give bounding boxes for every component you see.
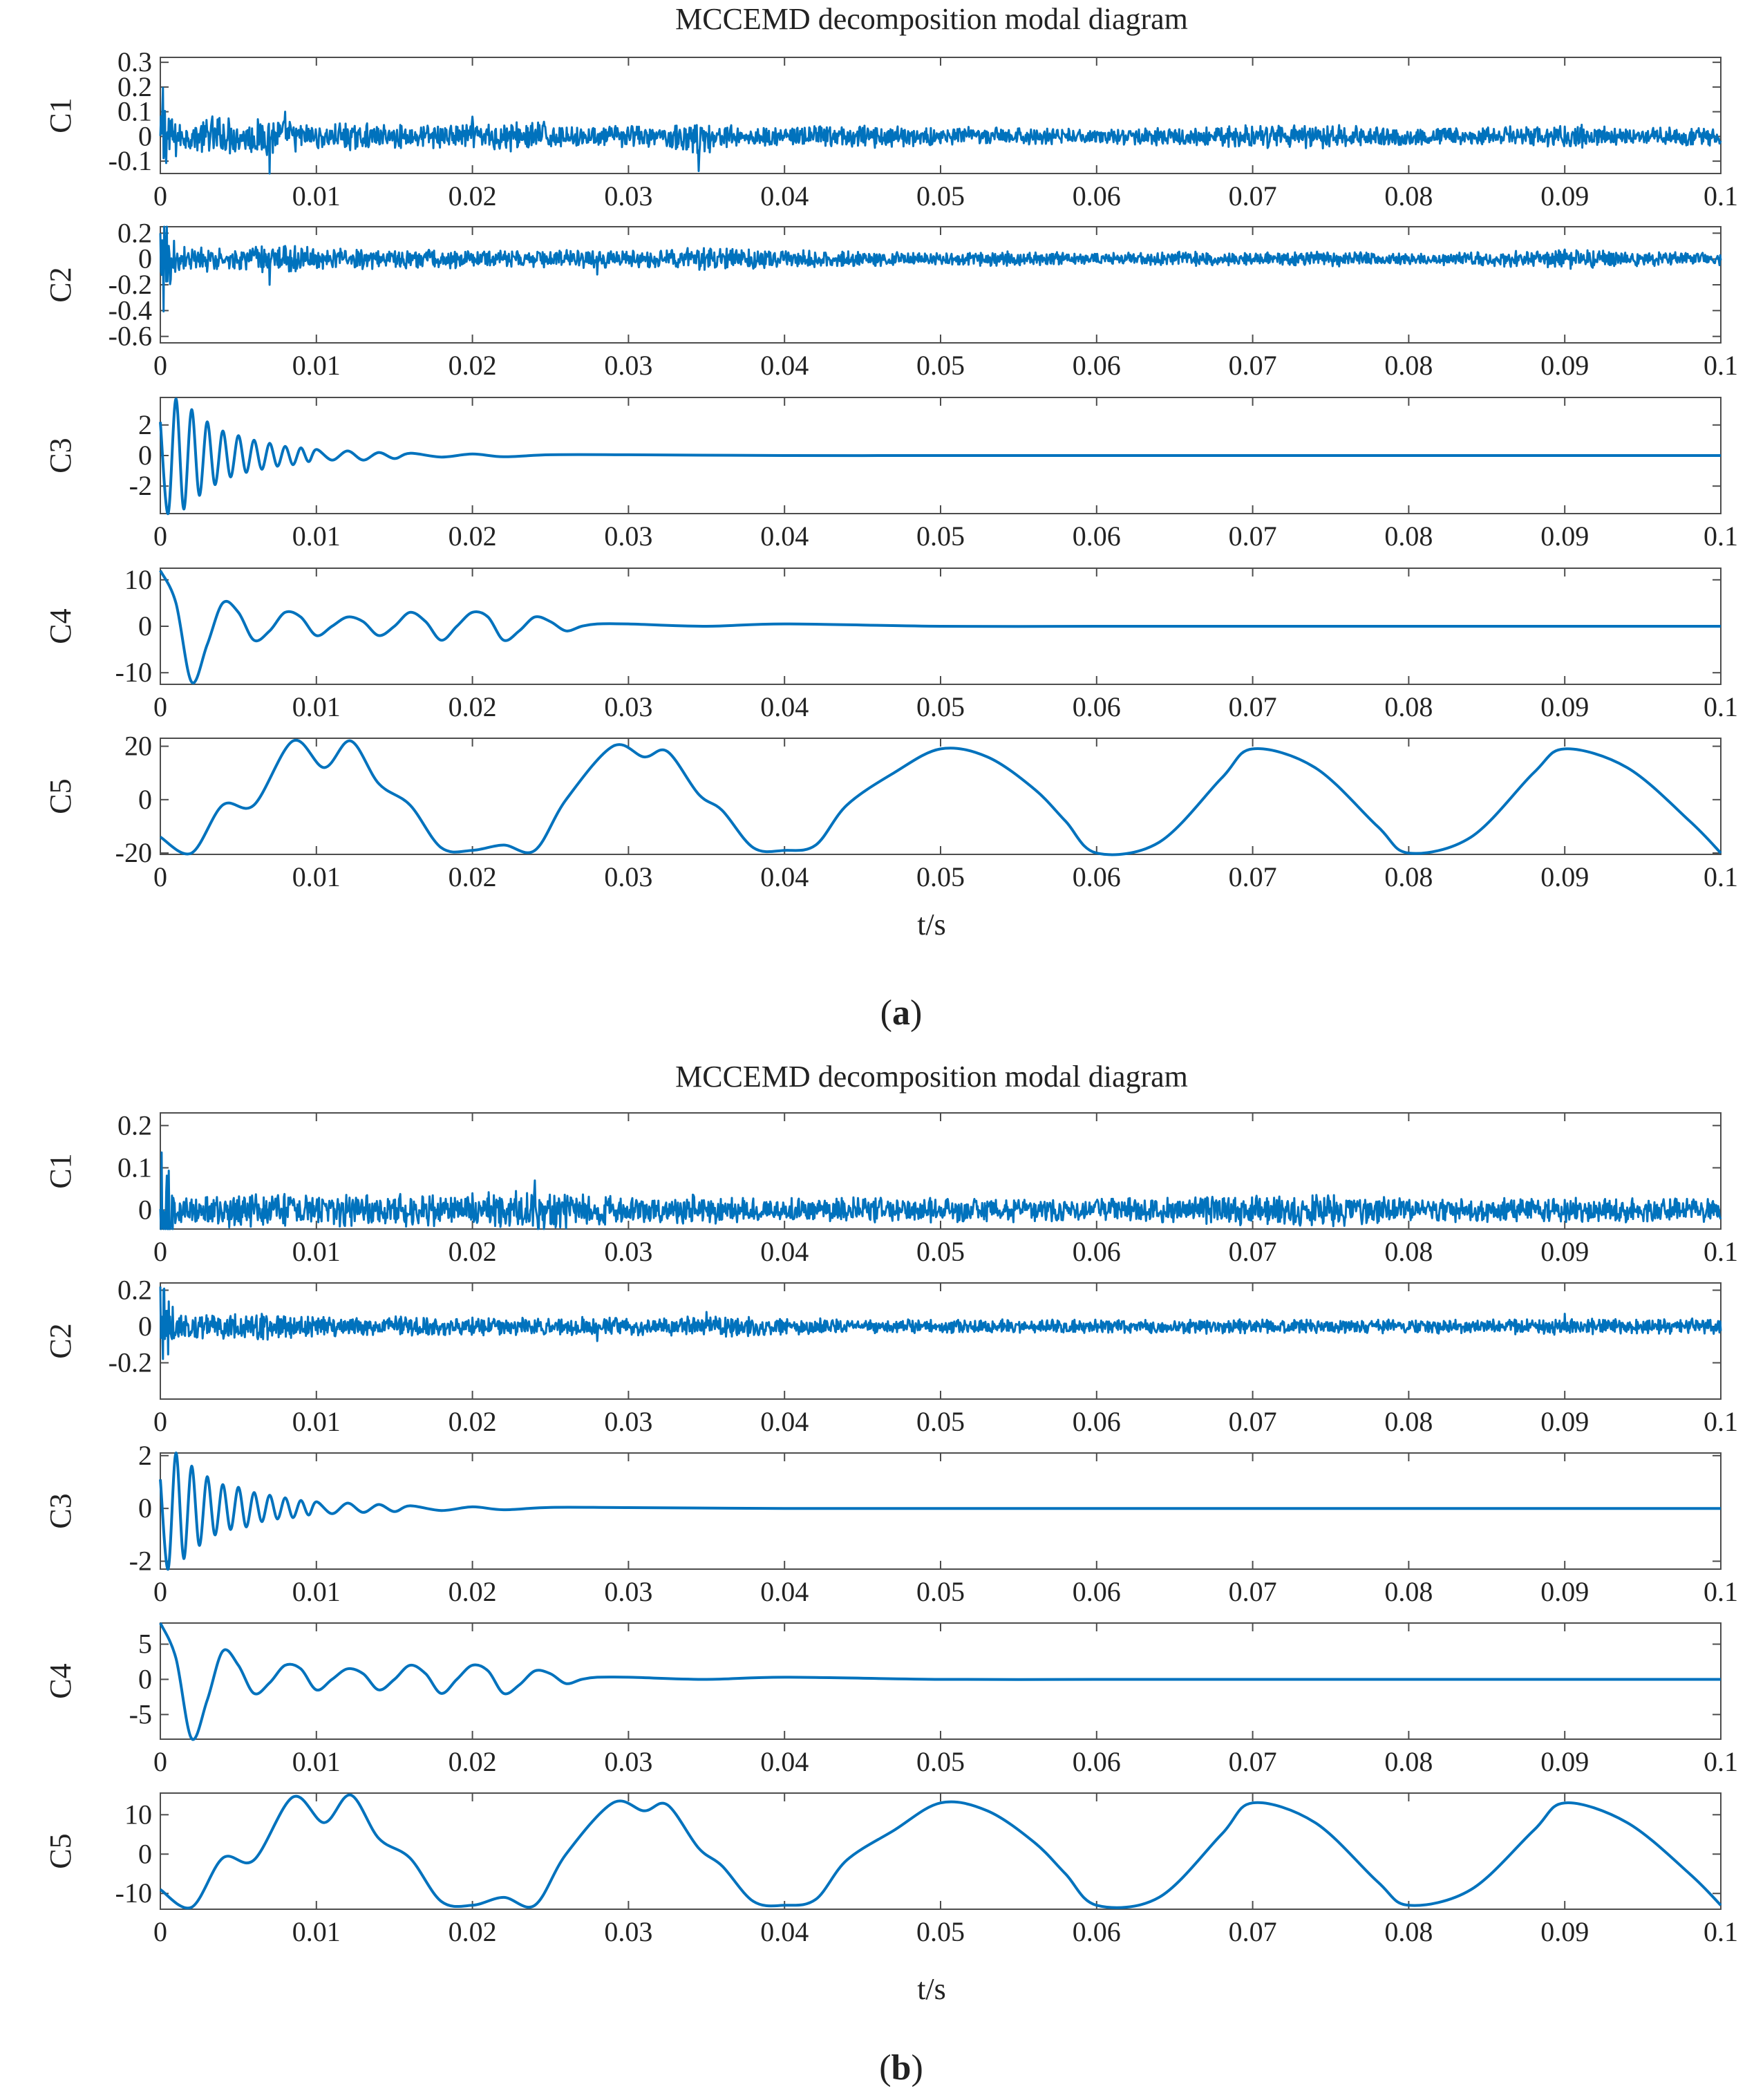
y-tick-label: -10 xyxy=(115,657,152,688)
x-tick-label: 0.08 xyxy=(1384,691,1433,722)
y-tick-label: 0 xyxy=(138,610,152,641)
x-tick-label: 0 xyxy=(153,180,167,212)
subplot-c1 xyxy=(44,1109,1738,1267)
x-tick-label: 0.09 xyxy=(1540,1406,1590,1437)
x-tick-label: 0.07 xyxy=(1228,1406,1277,1437)
x-tick-label: 0.04 xyxy=(760,350,809,381)
y-tick-label: 2 xyxy=(138,1439,152,1471)
x-tick-label: 0.06 xyxy=(1072,1406,1121,1437)
axes-frame xyxy=(160,1793,1721,1909)
x-tick-label: 0.08 xyxy=(1384,1746,1433,1777)
y-tick-label: -0.1 xyxy=(108,145,152,177)
subplot-c2 xyxy=(44,217,1738,381)
panel-a-x-axis-label: t/s xyxy=(917,908,946,941)
x-tick-label: 0.01 xyxy=(292,861,341,892)
panel-b-title: MCCEMD decomposition modal diagram xyxy=(675,1060,1188,1094)
x-tick-label: 0.09 xyxy=(1540,180,1590,212)
x-tick-label: 0.03 xyxy=(604,521,653,552)
x-tick-label: 0.04 xyxy=(760,1916,809,1947)
x-tick-label: 0.09 xyxy=(1540,1576,1590,1607)
x-tick-label: 0.01 xyxy=(292,1406,341,1437)
x-tick-label: 0.03 xyxy=(604,691,653,722)
x-tick-label: 0.09 xyxy=(1540,861,1590,892)
y-axis-label: C2 xyxy=(44,267,77,303)
y-axis-label: C5 xyxy=(44,1833,77,1869)
axes-frame xyxy=(160,227,1721,343)
x-tick-label: 0.06 xyxy=(1072,1916,1121,1947)
x-tick-label: 0.08 xyxy=(1384,1406,1433,1437)
y-tick-label: -2 xyxy=(129,470,152,502)
x-tick-label: 0 xyxy=(153,691,167,722)
x-tick-label: 0.02 xyxy=(448,861,497,892)
y-tick-label: -5 xyxy=(129,1698,152,1730)
x-tick-label: 0.03 xyxy=(604,1916,653,1947)
y-tick-label: 0 xyxy=(138,1194,152,1226)
x-tick-label: 0 xyxy=(153,521,167,552)
x-tick-label: 0.09 xyxy=(1540,350,1590,381)
x-tick-label: 0.01 xyxy=(292,180,341,212)
y-tick-label: 0 xyxy=(138,1311,152,1342)
x-tick-label: 0.05 xyxy=(916,1576,965,1607)
y-tick-label: 0.2 xyxy=(117,1274,152,1306)
y-tick-label: -0.2 xyxy=(108,269,152,300)
panel-a-caption-letter: a xyxy=(892,993,910,1033)
x-tick-label: 0.09 xyxy=(1540,1746,1590,1777)
x-tick-label: 0.1 xyxy=(1704,1576,1738,1607)
x-tick-label: 0.1 xyxy=(1704,1406,1738,1437)
x-tick-label: 0.03 xyxy=(604,861,653,892)
x-tick-label: 0.07 xyxy=(1228,1576,1277,1607)
x-tick-label: 0.06 xyxy=(1072,350,1121,381)
y-tick-label: 0.2 xyxy=(117,71,152,102)
x-tick-label: 0.05 xyxy=(916,861,965,892)
x-tick-label: 0.08 xyxy=(1384,861,1433,892)
x-tick-label: 0.08 xyxy=(1384,180,1433,212)
x-tick-label: 0.1 xyxy=(1704,180,1738,212)
x-tick-label: 0.05 xyxy=(916,350,965,381)
x-tick-label: 0.1 xyxy=(1704,521,1738,552)
panel-b xyxy=(44,1060,1738,2088)
x-tick-label: 0.01 xyxy=(292,691,341,722)
x-tick-label: 0.02 xyxy=(448,1746,497,1777)
x-tick-label: 0.07 xyxy=(1228,1236,1277,1267)
x-tick-label: 0 xyxy=(153,350,167,381)
x-tick-label: 0.05 xyxy=(916,1236,965,1267)
y-axis-label: C3 xyxy=(44,438,77,474)
x-tick-label: 0.05 xyxy=(916,180,965,212)
subplot-c4 xyxy=(44,564,1738,722)
y-tick-label: 20 xyxy=(124,730,152,762)
y-tick-label: 0.2 xyxy=(117,217,152,249)
x-tick-label: 0.08 xyxy=(1384,1236,1433,1267)
x-tick-label: 0.08 xyxy=(1384,1916,1433,1947)
y-tick-label: -20 xyxy=(115,837,152,869)
x-tick-label: 0.07 xyxy=(1228,1916,1277,1947)
x-tick-label: 0.06 xyxy=(1072,1746,1121,1777)
x-tick-label: 0.04 xyxy=(760,1406,809,1437)
y-tick-label: -2 xyxy=(129,1545,152,1577)
x-tick-label: 0.01 xyxy=(292,1746,341,1777)
x-tick-label: 0.03 xyxy=(604,1406,653,1437)
x-tick-label: 0 xyxy=(153,861,167,892)
panel-b-caption-letter: b xyxy=(891,2048,912,2088)
panel-a xyxy=(44,2,1738,1033)
x-tick-label: 0.05 xyxy=(916,691,965,722)
x-tick-label: 0.09 xyxy=(1540,691,1590,722)
x-tick-label: 0.03 xyxy=(604,1576,653,1607)
x-tick-label: 0.02 xyxy=(448,1236,497,1267)
x-tick-label: 0.06 xyxy=(1072,691,1121,722)
y-tick-label: 0 xyxy=(138,243,152,274)
y-tick-label: -10 xyxy=(115,1877,152,1909)
x-tick-label: 0.03 xyxy=(604,1236,653,1267)
x-tick-label: 0.07 xyxy=(1228,180,1277,212)
x-tick-label: 0.06 xyxy=(1072,1236,1121,1267)
x-tick-label: 0.04 xyxy=(760,1746,809,1777)
y-tick-label: 0.1 xyxy=(117,1152,152,1183)
y-axis-label: C2 xyxy=(44,1323,77,1359)
x-tick-label: 0.06 xyxy=(1072,521,1121,552)
y-tick-label: 0 xyxy=(138,1663,152,1695)
y-tick-label: -0.2 xyxy=(108,1347,152,1378)
panel-b-caption: (b) xyxy=(879,2048,923,2088)
x-tick-label: 0.03 xyxy=(604,1746,653,1777)
x-tick-label: 0.02 xyxy=(448,1406,497,1437)
y-axis-label: C4 xyxy=(44,1663,77,1699)
x-tick-label: 0.02 xyxy=(448,691,497,722)
axes-frame xyxy=(160,738,1721,854)
x-tick-label: 0.04 xyxy=(760,180,809,212)
x-tick-label: 0.03 xyxy=(604,350,653,381)
y-tick-label: 5 xyxy=(138,1628,152,1660)
y-tick-label: 10 xyxy=(124,563,152,595)
y-axis-label: C5 xyxy=(44,778,77,814)
x-tick-label: 0.06 xyxy=(1072,180,1121,212)
subplot-c4 xyxy=(44,1623,1738,1777)
x-tick-label: 0.07 xyxy=(1228,1746,1277,1777)
y-tick-label: 0.2 xyxy=(117,1109,152,1141)
x-tick-label: 0.07 xyxy=(1228,350,1277,381)
y-axis-label: C1 xyxy=(44,97,77,133)
subplot-c3 xyxy=(44,1440,1738,1607)
x-tick-label: 0.02 xyxy=(448,180,497,212)
x-tick-label: 0.04 xyxy=(760,1576,809,1607)
y-axis-label: C3 xyxy=(44,1493,77,1529)
x-tick-label: 0.1 xyxy=(1704,1746,1738,1777)
subplot-c1 xyxy=(44,46,1738,212)
y-axis-label: C4 xyxy=(44,608,77,644)
y-tick-label: 0 xyxy=(138,783,152,815)
x-tick-label: 0.1 xyxy=(1704,1916,1738,1947)
x-tick-label: 0.05 xyxy=(916,1406,965,1437)
y-tick-label: -0.6 xyxy=(108,320,152,352)
x-tick-label: 0.08 xyxy=(1384,350,1433,381)
x-tick-label: 0.08 xyxy=(1384,1576,1433,1607)
x-tick-label: 0.02 xyxy=(448,350,497,381)
x-tick-label: 0.02 xyxy=(448,1576,497,1607)
panel-a-title: MCCEMD decomposition modal diagram xyxy=(675,2,1188,36)
x-tick-label: 0.03 xyxy=(604,180,653,212)
x-tick-label: 0.01 xyxy=(292,1916,341,1947)
x-tick-label: 0.1 xyxy=(1704,350,1738,381)
x-tick-label: 0.05 xyxy=(916,1746,965,1777)
axes-frame xyxy=(160,1283,1721,1399)
subplot-c5 xyxy=(44,731,1738,892)
y-tick-label: 0 xyxy=(138,440,152,471)
x-tick-label: 0.1 xyxy=(1704,691,1738,722)
x-tick-label: 0.04 xyxy=(760,521,809,552)
x-tick-label: 0 xyxy=(153,1236,167,1267)
x-tick-label: 0.05 xyxy=(916,1916,965,1947)
y-tick-label: 0 xyxy=(138,120,152,152)
y-tick-label: 0 xyxy=(138,1838,152,1870)
x-tick-label: 0.01 xyxy=(292,350,341,381)
x-tick-label: 0.05 xyxy=(916,521,965,552)
x-tick-label: 0.09 xyxy=(1540,521,1590,552)
x-tick-label: 0.07 xyxy=(1228,861,1277,892)
x-tick-label: 0.04 xyxy=(760,691,809,722)
subplot-c5 xyxy=(44,1793,1738,1947)
subplot-c2 xyxy=(44,1275,1738,1438)
x-tick-label: 0.07 xyxy=(1228,521,1277,552)
axes-frame xyxy=(160,57,1721,174)
x-tick-label: 0.04 xyxy=(760,1236,809,1267)
y-tick-label: 0.3 xyxy=(117,46,152,78)
x-tick-label: 0.06 xyxy=(1072,861,1121,892)
x-tick-label: 0.06 xyxy=(1072,1576,1121,1607)
y-tick-label: 10 xyxy=(124,1799,152,1830)
x-tick-label: 0.09 xyxy=(1540,1916,1590,1947)
y-tick-label: 0 xyxy=(138,1492,152,1524)
x-tick-label: 0.02 xyxy=(448,521,497,552)
subplot-c3 xyxy=(44,397,1738,552)
panel-b-x-axis-label: t/s xyxy=(917,1972,946,2006)
x-tick-label: 0 xyxy=(153,1406,167,1437)
x-tick-label: 0 xyxy=(153,1916,167,1947)
x-tick-label: 0.02 xyxy=(448,1916,497,1947)
x-tick-label: 0.09 xyxy=(1540,1236,1590,1267)
x-tick-label: 0.01 xyxy=(292,1236,341,1267)
x-tick-label: 0.1 xyxy=(1704,1236,1738,1267)
y-axis-label: C1 xyxy=(44,1153,77,1189)
panel-a-caption: (a) xyxy=(880,993,923,1033)
y-tick-label: 0.1 xyxy=(117,95,152,127)
x-tick-label: 0.01 xyxy=(292,1576,341,1607)
y-tick-label: -0.4 xyxy=(108,294,152,326)
x-tick-label: 0.04 xyxy=(760,861,809,892)
x-tick-label: 0 xyxy=(153,1576,167,1607)
x-tick-label: 0.01 xyxy=(292,521,341,552)
x-tick-label: 0 xyxy=(153,1746,167,1777)
x-tick-label: 0.07 xyxy=(1228,691,1277,722)
x-tick-label: 0.1 xyxy=(1704,861,1738,892)
y-tick-label: 2 xyxy=(138,409,152,440)
x-tick-label: 0.08 xyxy=(1384,521,1433,552)
